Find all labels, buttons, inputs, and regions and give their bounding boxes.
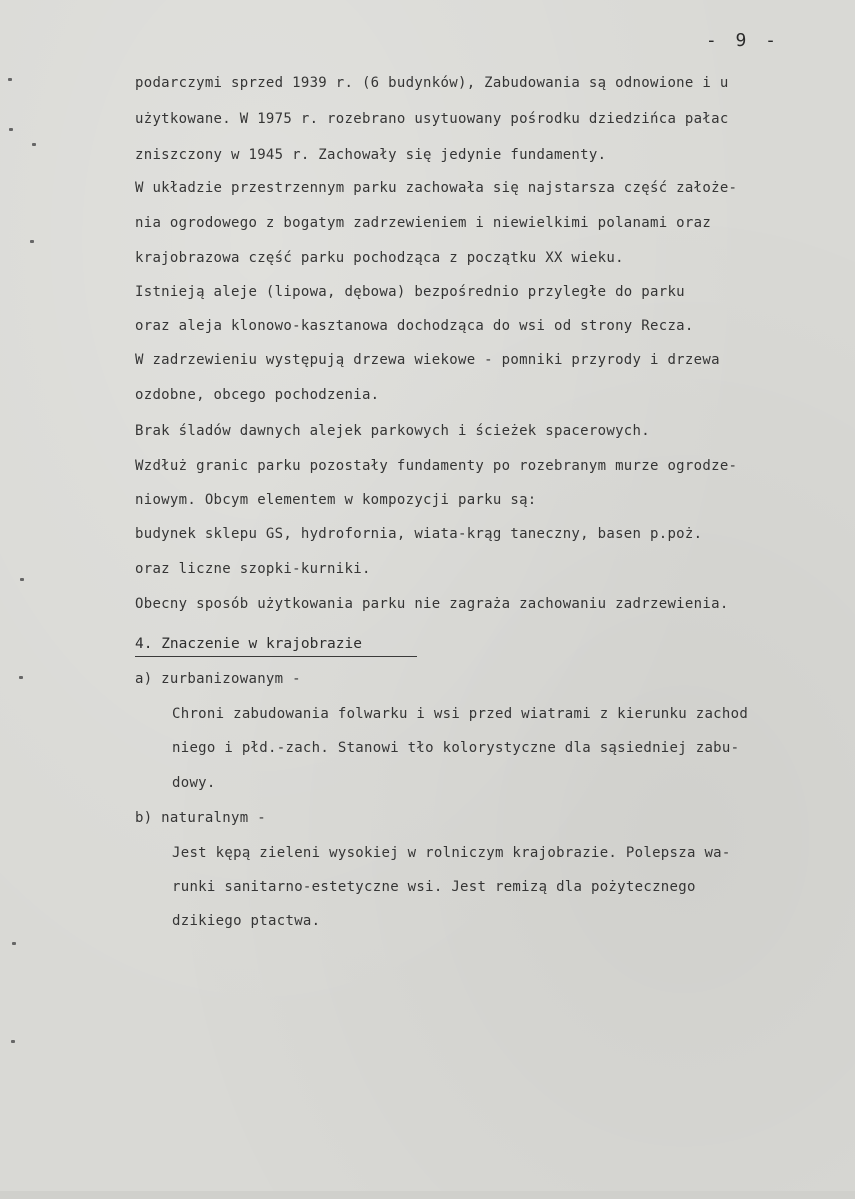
list-item-text: niego i płd.-zach. Stanowi tło kolorystyczne dla sąsiedniej zabu- (172, 740, 740, 756)
margin-speck (32, 143, 36, 146)
text-line: W zadrzewieniu występują drzewa wiekowe - pomniki przyrody i drzewa (135, 352, 720, 368)
text-line: oraz liczne szopki-kurniki. (135, 561, 371, 577)
text-line: Obecny sposób użytkowania parku nie zagraża zachowaniu zadrzewienia. (135, 596, 729, 612)
list-item-label: a) zurbanizowanym - (135, 671, 301, 687)
text-line: krajobrazowa część parku pochodząca z początku XX wieku. (135, 250, 624, 266)
section-heading: 4. Znaczenie w krajobrazie (135, 636, 362, 652)
text-line: oraz aleja klonowo-kasztanowa dochodząca do wsi od strony Recza. (135, 318, 694, 334)
margin-speck (30, 240, 34, 243)
page-number: - 9 - (705, 30, 780, 51)
list-item-text: Jest kępą zieleni wysokiej w rolniczym krajobrazie. Polepsza wa- (172, 845, 731, 861)
margin-speck (11, 1040, 15, 1043)
text-line: zniszczony w 1945 r. Zachowały się jedynie fundamenty. (135, 147, 607, 163)
heading-underline (135, 656, 417, 657)
text-line: W układzie przestrzennym parku zachowała się najstarsza część założe- (135, 180, 738, 196)
list-item-text: dowy. (172, 775, 216, 791)
text-line: użytkowane. W 1975 r. rozebrano usytuowany pośrodku dziedzińca pałac (135, 111, 729, 127)
text-line: Wzdłuż granic parku pozostały fundamenty po rozebranym murze ogrodze- (135, 458, 738, 474)
text-line: Brak śladów dawnych alejek parkowych i ścieżek spacerowych. (135, 423, 650, 439)
list-item-text: Chroni zabudowania folwarku i wsi przed wiatrami z kierunku zachod (172, 706, 749, 722)
text-line: podarczymi sprzed 1939 r. (6 budynków), Zabudowania są odnowione i u (135, 75, 729, 91)
text-line: Istnieją aleje (lipowa, dębowa) bezpośrednio przyległe do parku (135, 284, 685, 300)
text-line: ozdobne, obcego pochodzenia. (135, 387, 380, 403)
page-bottom-edge (0, 1191, 855, 1199)
list-item-text: runki sanitarno-estetyczne wsi. Jest remizą dla pożytecznego (172, 879, 696, 895)
margin-speck (8, 78, 12, 81)
list-item-label: b) naturalnym - (135, 810, 266, 826)
text-line: niowym. Obcym elementem w kompozycji parku są: (135, 492, 537, 508)
margin-speck (19, 676, 23, 679)
text-line: budynek sklepu GS, hydrofornia, wiata-krąg taneczny, basen p.poż. (135, 526, 703, 542)
margin-speck (9, 128, 13, 131)
list-item-text: dzikiego ptactwa. (172, 913, 321, 929)
margin-speck (12, 942, 16, 945)
text-line: nia ogrodowego z bogatym zadrzewieniem i niewielkimi polanami oraz (135, 215, 712, 231)
margin-speck (20, 578, 24, 581)
